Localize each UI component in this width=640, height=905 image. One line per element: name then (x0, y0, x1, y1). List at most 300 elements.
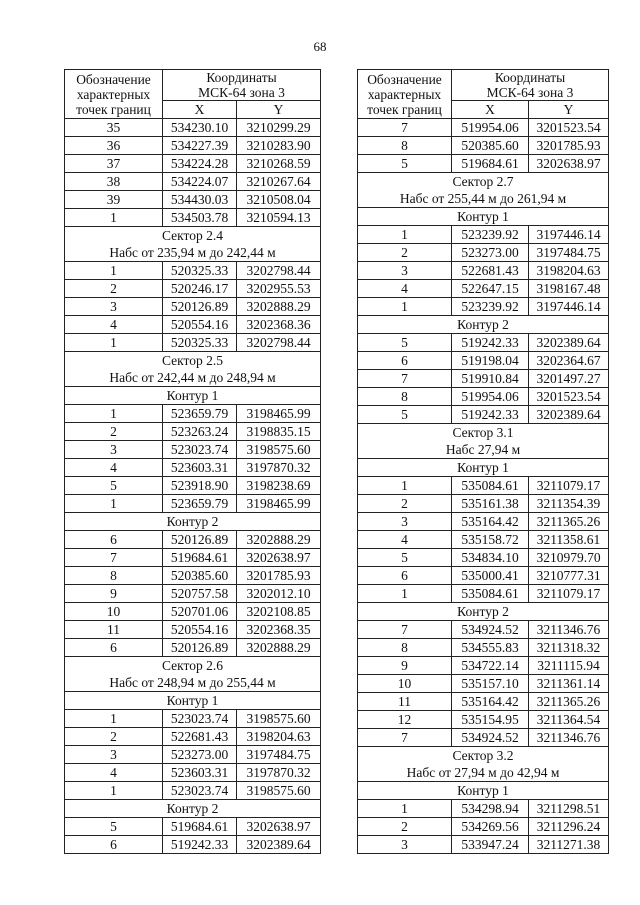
header-designation-line: Обозначение (367, 71, 442, 87)
point-number-cell: 2 (65, 423, 163, 441)
header-coordinates-line: Координаты (494, 70, 566, 85)
point-number-cell: 8 (358, 137, 452, 155)
table-row (358, 280, 609, 298)
x-coordinate-cell: 533947.24 (452, 836, 529, 854)
y-coordinate-cell: 3202389.64 (529, 334, 609, 352)
y-coordinate-cell: 3201523.54 (529, 388, 609, 406)
table-row (358, 244, 609, 262)
y-coordinate-cell: 3201497.27 (529, 370, 609, 388)
table-row (358, 657, 609, 675)
y-coordinate-cell: 3211079.17 (529, 585, 609, 603)
header-designation (65, 70, 163, 119)
y-coordinate-cell: 3198204.63 (529, 262, 609, 280)
point-number-cell: 8 (358, 639, 452, 657)
x-coordinate-cell: 519198.04 (452, 352, 529, 370)
table-row (358, 226, 609, 244)
table-row (65, 334, 321, 352)
y-coordinate-cell: 3211296.24 (529, 818, 609, 836)
y-coordinate-cell: 3202368.35 (237, 621, 321, 639)
x-coordinate-cell: 519954.06 (452, 119, 529, 137)
contour-heading: Контур 2 (65, 800, 321, 818)
x-coordinate-cell: 523239.92 (452, 298, 529, 316)
x-coordinate-cell: 523273.00 (163, 746, 237, 764)
header-designation-line: точек границ (367, 101, 442, 117)
point-number-cell: 35 (65, 119, 163, 137)
point-number-cell: 7 (65, 549, 163, 567)
point-number-cell: 1 (65, 710, 163, 728)
y-coordinate-cell: 3201785.93 (237, 567, 321, 585)
point-number-cell: 4 (65, 316, 163, 334)
table-row (65, 423, 321, 441)
header-designation (358, 70, 452, 119)
point-number-cell: 2 (358, 818, 452, 836)
x-coordinate-cell: 535084.61 (452, 477, 529, 495)
header-x: X (452, 101, 529, 119)
sector-heading (358, 747, 609, 782)
point-number-cell: 1 (65, 495, 163, 513)
y-coordinate-cell: 3198465.99 (237, 495, 321, 513)
point-number-cell: 3 (358, 262, 452, 280)
sector-heading-line: Сектор 2.5 (161, 353, 223, 368)
x-coordinate-cell: 535000.41 (452, 567, 529, 585)
point-number-cell: 11 (65, 621, 163, 639)
y-coordinate-cell: 3198238.69 (237, 477, 321, 495)
x-coordinate-cell: 534924.52 (452, 621, 529, 639)
table-row (358, 370, 609, 388)
table-row (358, 549, 609, 567)
y-coordinate-cell: 3201523.54 (529, 119, 609, 137)
contour-heading: Контур 2 (358, 603, 609, 621)
x-coordinate-cell: 523023.74 (163, 710, 237, 728)
y-coordinate-cell: 3202888.29 (237, 531, 321, 549)
x-coordinate-cell: 535161.38 (452, 495, 529, 513)
table-row (65, 280, 321, 298)
table-row (358, 334, 609, 352)
point-number-cell: 2 (65, 280, 163, 298)
point-number-cell: 9 (65, 585, 163, 603)
page-number: 68 (313, 39, 327, 54)
table-row (358, 621, 609, 639)
point-number-cell: 5 (65, 818, 163, 836)
header-coordinates (452, 70, 609, 101)
y-coordinate-cell: 3210508.04 (237, 191, 321, 209)
table-row (358, 262, 609, 280)
table-row (65, 603, 321, 621)
y-coordinate-cell: 3211271.38 (529, 836, 609, 854)
point-number-cell: 10 (65, 603, 163, 621)
contour-heading-row (65, 800, 321, 818)
point-number-cell: 36 (65, 137, 163, 155)
y-coordinate-cell: 3202364.67 (529, 352, 609, 370)
point-number-cell: 5 (358, 334, 452, 352)
x-coordinate-cell: 523023.74 (163, 441, 237, 459)
coordinates-table-left (64, 69, 321, 854)
y-coordinate-cell: 3201785.93 (529, 137, 609, 155)
point-number-cell: 3 (65, 298, 163, 316)
table-row (65, 728, 321, 746)
y-coordinate-cell: 3210979.70 (529, 549, 609, 567)
table-row (358, 693, 609, 711)
y-coordinate-cell: 3202888.29 (237, 639, 321, 657)
sector-heading-line: Набс от 248,94 м до 255,44 м (109, 675, 276, 690)
x-coordinate-cell: 535158.72 (452, 531, 529, 549)
table-row (65, 155, 321, 173)
y-coordinate-cell: 3197484.75 (237, 746, 321, 764)
y-coordinate-cell: 3198167.48 (529, 280, 609, 298)
y-coordinate-cell: 3198204.63 (237, 728, 321, 746)
table-row (65, 531, 321, 549)
table-row (358, 639, 609, 657)
y-coordinate-cell: 3211365.26 (529, 513, 609, 531)
x-coordinate-cell: 520126.89 (163, 298, 237, 316)
header-coordinates (163, 70, 321, 101)
x-coordinate-cell: 534230.10 (163, 119, 237, 137)
y-coordinate-cell: 3211361.14 (529, 675, 609, 693)
y-coordinate-cell: 3211346.76 (529, 729, 609, 747)
x-coordinate-cell: 535154.95 (452, 711, 529, 729)
table-row (65, 137, 321, 155)
x-coordinate-cell: 522681.43 (163, 728, 237, 746)
y-coordinate-cell: 3211364.54 (529, 711, 609, 729)
sector-heading-row (358, 424, 609, 459)
contour-heading-row (65, 692, 321, 710)
sector-heading-line: Набс от 235,94 м до 242,44 м (109, 245, 276, 260)
table-row (65, 782, 321, 800)
x-coordinate-cell: 519242.33 (452, 406, 529, 424)
point-number-cell: 12 (358, 711, 452, 729)
point-number-cell: 1 (65, 782, 163, 800)
table-row (65, 316, 321, 334)
x-coordinate-cell: 520385.60 (163, 567, 237, 585)
point-number-cell: 39 (65, 191, 163, 209)
y-coordinate-cell: 3197870.32 (237, 459, 321, 477)
point-number-cell: 2 (358, 495, 452, 513)
sector-heading-line: Сектор 2.7 (452, 174, 514, 189)
y-coordinate-cell: 3198575.60 (237, 710, 321, 728)
y-coordinate-cell: 3211346.76 (529, 621, 609, 639)
point-number-cell: 9 (358, 657, 452, 675)
x-coordinate-cell: 520126.89 (163, 531, 237, 549)
table-row (358, 729, 609, 747)
contour-heading: Контур 1 (358, 208, 609, 226)
y-coordinate-cell: 3197484.75 (529, 244, 609, 262)
x-coordinate-cell: 519242.33 (452, 334, 529, 352)
point-number-cell: 1 (358, 585, 452, 603)
point-number-cell: 6 (65, 531, 163, 549)
sector-heading-row (65, 227, 321, 262)
x-coordinate-cell: 523603.31 (163, 459, 237, 477)
point-number-cell: 3 (65, 746, 163, 764)
sector-heading-row (65, 352, 321, 387)
contour-heading-row (358, 459, 609, 477)
point-number-cell: 1 (65, 405, 163, 423)
y-coordinate-cell: 3198575.60 (237, 782, 321, 800)
y-coordinate-cell: 3210777.31 (529, 567, 609, 585)
sector-heading (65, 352, 321, 387)
sector-heading (358, 424, 609, 459)
table-row (358, 477, 609, 495)
point-number-cell: 5 (358, 406, 452, 424)
contour-heading: Контур 1 (65, 387, 321, 405)
table-row (358, 298, 609, 316)
y-coordinate-cell: 3202638.97 (237, 818, 321, 836)
point-number-cell: 3 (358, 513, 452, 531)
point-number-cell: 6 (358, 567, 452, 585)
table-row (65, 441, 321, 459)
x-coordinate-cell: 534555.83 (452, 639, 529, 657)
point-number-cell: 4 (358, 280, 452, 298)
header-coordinates-line: Координаты (206, 70, 277, 85)
header-x: X (163, 101, 237, 119)
point-number-cell: 6 (65, 639, 163, 657)
table-row (358, 567, 609, 585)
y-coordinate-cell: 3211298.51 (529, 800, 609, 818)
table-row (65, 495, 321, 513)
x-coordinate-cell: 535164.42 (452, 693, 529, 711)
y-coordinate-cell: 3210268.59 (237, 155, 321, 173)
point-number-cell: 1 (358, 298, 452, 316)
header-designation-line: Обозначение (76, 71, 151, 87)
table-row (65, 209, 321, 227)
header-y: Y (529, 101, 609, 119)
y-coordinate-cell: 3202012.10 (237, 585, 321, 603)
x-coordinate-cell: 534834.10 (452, 549, 529, 567)
x-coordinate-cell: 534503.78 (163, 209, 237, 227)
table-row (65, 405, 321, 423)
table-row (65, 639, 321, 657)
x-coordinate-cell: 523023.74 (163, 782, 237, 800)
point-number-cell: 6 (358, 352, 452, 370)
point-number-cell: 3 (358, 836, 452, 854)
y-coordinate-cell: 3210299.29 (237, 119, 321, 137)
sector-heading-line: Сектор 3.2 (452, 748, 514, 763)
contour-heading-row (358, 782, 609, 800)
point-number-cell: 1 (65, 209, 163, 227)
header-coordinates-line: МСК-64 зона 3 (198, 85, 285, 100)
coordinates-table-right (357, 69, 609, 854)
x-coordinate-cell: 534298.94 (452, 800, 529, 818)
point-number-cell: 8 (65, 567, 163, 585)
y-coordinate-cell: 3198465.99 (237, 405, 321, 423)
y-coordinate-cell: 3202798.44 (237, 262, 321, 280)
table-row (65, 298, 321, 316)
table-row (358, 495, 609, 513)
point-number-cell: 38 (65, 173, 163, 191)
table-row (65, 746, 321, 764)
x-coordinate-cell: 534224.07 (163, 173, 237, 191)
table-row (65, 119, 321, 137)
point-number-cell: 7 (358, 729, 452, 747)
point-number-cell: 5 (65, 477, 163, 495)
table-row (358, 388, 609, 406)
point-number-cell: 1 (358, 800, 452, 818)
y-coordinate-cell: 3211365.26 (529, 693, 609, 711)
table-row (358, 711, 609, 729)
x-coordinate-cell: 519910.84 (452, 370, 529, 388)
x-coordinate-cell: 522681.43 (452, 262, 529, 280)
point-number-cell: 8 (358, 388, 452, 406)
contour-heading: Контур 1 (358, 782, 609, 800)
point-number-cell: 1 (65, 334, 163, 352)
table-row (65, 191, 321, 209)
x-coordinate-cell: 523263.24 (163, 423, 237, 441)
point-number-cell: 10 (358, 675, 452, 693)
contour-heading-row (358, 208, 609, 226)
sector-heading-line: Набс от 255,44 м до 261,94 м (399, 191, 567, 206)
sector-heading (65, 657, 321, 692)
x-coordinate-cell: 534924.52 (452, 729, 529, 747)
x-coordinate-cell: 534224.28 (163, 155, 237, 173)
table-row (358, 137, 609, 155)
x-coordinate-cell: 523918.90 (163, 477, 237, 495)
x-coordinate-cell: 535164.42 (452, 513, 529, 531)
point-number-cell: 6 (65, 836, 163, 854)
x-coordinate-cell: 519954.06 (452, 388, 529, 406)
point-number-cell: 4 (65, 764, 163, 782)
x-coordinate-cell: 519684.61 (163, 818, 237, 836)
x-coordinate-cell: 523659.79 (163, 405, 237, 423)
table-row (358, 531, 609, 549)
table-row (358, 119, 609, 137)
point-number-cell: 11 (358, 693, 452, 711)
y-coordinate-cell: 3211318.32 (529, 639, 609, 657)
table-row (358, 818, 609, 836)
table-row (358, 352, 609, 370)
y-coordinate-cell: 3210283.90 (237, 137, 321, 155)
header-designation-line: точек границ (76, 101, 151, 117)
point-number-cell: 5 (358, 155, 452, 173)
x-coordinate-cell: 534722.14 (452, 657, 529, 675)
table-row (65, 585, 321, 603)
y-coordinate-cell: 3197870.32 (237, 764, 321, 782)
sector-heading (358, 173, 609, 208)
table-row (358, 155, 609, 173)
table-row (65, 262, 321, 280)
y-coordinate-cell: 3211354.39 (529, 495, 609, 513)
sector-heading-line: Сектор 2.6 (161, 658, 223, 673)
point-number-cell: 1 (358, 226, 452, 244)
point-number-cell: 7 (358, 370, 452, 388)
x-coordinate-cell: 523659.79 (163, 495, 237, 513)
x-coordinate-cell: 535157.10 (452, 675, 529, 693)
sector-heading-row (65, 657, 321, 692)
table-row (65, 764, 321, 782)
x-coordinate-cell: 520246.17 (163, 280, 237, 298)
x-coordinate-cell: 520385.60 (452, 137, 529, 155)
x-coordinate-cell: 520325.33 (163, 262, 237, 280)
x-coordinate-cell: 519242.33 (163, 836, 237, 854)
table-row (358, 585, 609, 603)
x-coordinate-cell: 523603.31 (163, 764, 237, 782)
x-coordinate-cell: 520554.16 (163, 621, 237, 639)
y-coordinate-cell: 3198575.60 (237, 441, 321, 459)
table-row (65, 549, 321, 567)
x-coordinate-cell: 519684.61 (163, 549, 237, 567)
y-coordinate-cell: 3202108.85 (237, 603, 321, 621)
y-coordinate-cell: 3210594.13 (237, 209, 321, 227)
point-number-cell: 37 (65, 155, 163, 173)
y-coordinate-cell: 3202368.36 (237, 316, 321, 334)
point-number-cell: 4 (65, 459, 163, 477)
x-coordinate-cell: 520325.33 (163, 334, 237, 352)
sector-heading-line: Набс от 27,94 м до 42,94 м (406, 765, 560, 780)
y-coordinate-cell: 3202389.64 (529, 406, 609, 424)
sector-heading-line: Сектор 2.4 (161, 228, 223, 243)
table-row (358, 513, 609, 531)
contour-heading-row (358, 603, 609, 621)
header-designation-line: характерных (76, 86, 151, 102)
x-coordinate-cell: 535084.61 (452, 585, 529, 603)
point-number-cell: 4 (358, 531, 452, 549)
point-number-cell: 1 (358, 477, 452, 495)
header-coordinates-line: МСК-64 зона 3 (486, 85, 574, 100)
x-coordinate-cell: 534430.03 (163, 191, 237, 209)
x-coordinate-cell: 520554.16 (163, 316, 237, 334)
y-coordinate-cell: 3197446.14 (529, 298, 609, 316)
contour-heading-row (65, 513, 321, 531)
y-coordinate-cell: 3210267.64 (237, 173, 321, 191)
point-number-cell: 1 (65, 262, 163, 280)
point-number-cell: 3 (65, 441, 163, 459)
sector-heading-line: Набс от 242,44 м до 248,94 м (109, 370, 276, 385)
y-coordinate-cell: 3197446.14 (529, 226, 609, 244)
table-row (65, 567, 321, 585)
contour-heading-row (358, 316, 609, 334)
sector-heading-line: Набс 27,94 м (445, 442, 521, 457)
x-coordinate-cell: 522647.15 (452, 280, 529, 298)
point-number-cell: 5 (358, 549, 452, 567)
y-coordinate-cell: 3202389.64 (237, 836, 321, 854)
y-coordinate-cell: 3211079.17 (529, 477, 609, 495)
x-coordinate-cell: 534227.39 (163, 137, 237, 155)
y-coordinate-cell: 3198835.15 (237, 423, 321, 441)
contour-heading: Контур 1 (65, 692, 321, 710)
x-coordinate-cell: 534269.56 (452, 818, 529, 836)
y-coordinate-cell: 3211115.94 (529, 657, 609, 675)
table-row (358, 800, 609, 818)
y-coordinate-cell: 3202638.97 (529, 155, 609, 173)
y-coordinate-cell: 3211358.61 (529, 531, 609, 549)
sector-heading-row (358, 747, 609, 782)
table-row (358, 836, 609, 854)
y-coordinate-cell: 3202955.53 (237, 280, 321, 298)
table-row (65, 621, 321, 639)
table-row (65, 710, 321, 728)
header-y: Y (237, 101, 321, 119)
point-number-cell: 7 (358, 621, 452, 639)
table-row (65, 459, 321, 477)
contour-heading-row (65, 387, 321, 405)
table-row (65, 818, 321, 836)
point-number-cell: 7 (358, 119, 452, 137)
x-coordinate-cell: 523273.00 (452, 244, 529, 262)
table-row (65, 173, 321, 191)
table-row (65, 836, 321, 854)
y-coordinate-cell: 3202638.97 (237, 549, 321, 567)
y-coordinate-cell: 3202798.44 (237, 334, 321, 352)
contour-heading: Контур 2 (358, 316, 609, 334)
table-row (358, 675, 609, 693)
x-coordinate-cell: 520757.58 (163, 585, 237, 603)
contour-heading: Контур 2 (65, 513, 321, 531)
x-coordinate-cell: 523239.92 (452, 226, 529, 244)
sector-heading-row (358, 173, 609, 208)
table-row (358, 406, 609, 424)
x-coordinate-cell: 520701.06 (163, 603, 237, 621)
sector-heading (65, 227, 321, 262)
point-number-cell: 2 (65, 728, 163, 746)
x-coordinate-cell: 519684.61 (452, 155, 529, 173)
